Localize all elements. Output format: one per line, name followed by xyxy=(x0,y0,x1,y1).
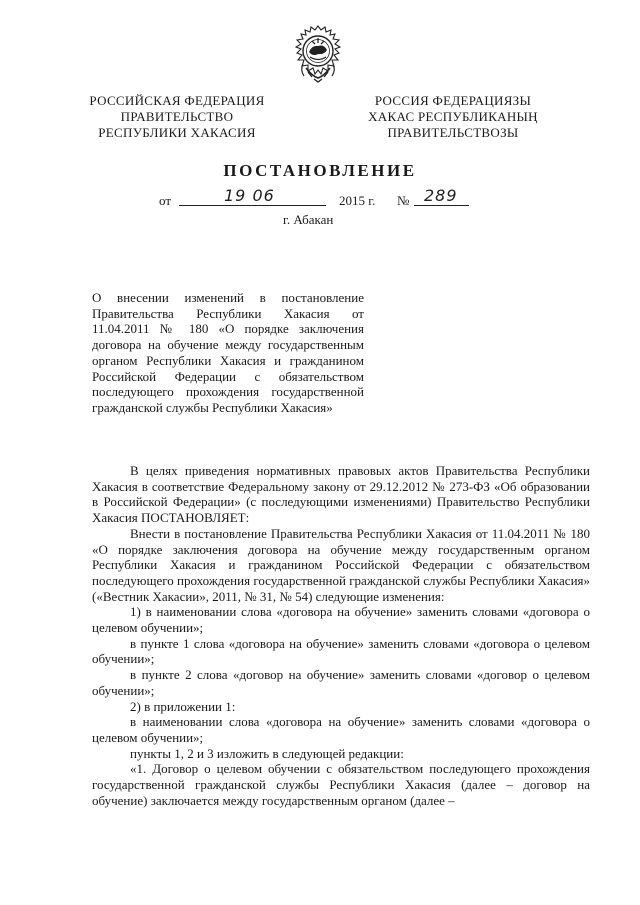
body-paragraph: «1. Договор о целевом обучении с обязательством последующего прохождения государственной гражданской службы Республики Хакасия (далее – договор на обучение) заключается между государственным органом (далее – xyxy=(92,761,590,808)
number-handwritten: 289 xyxy=(424,186,458,205)
body-paragraph: Внести в постановление Правительства Республики Хакасия от 11.04.2011 № 180 «О порядке заключения договора на обучение между государственным органом Республики Хакасия и гражданином Российской Федерации с обязательством последующего прохождения государственной гражданской службы Республики Хакасия» («Вестник Хакасии», 2011, № 31, № 54) следующие изменения: xyxy=(92,525,590,604)
date-handwritten: 19 06 xyxy=(224,186,275,205)
body-paragraph: 2) в приложении 1: xyxy=(130,698,236,714)
body-paragraph: пункты 1, 2 и 3 изложить в следующей редакции: xyxy=(130,745,404,761)
body-paragraph: в пункте 1 слова «договора на обучение» заменить словами «договора о целевом обучении»; xyxy=(92,635,590,667)
header-left-line: РЕСПУБЛИКИ ХАКАСИЯ xyxy=(98,125,256,140)
body-text xyxy=(92,463,590,808)
header-left-block xyxy=(86,93,268,141)
number-label: № xyxy=(397,193,410,208)
date-underline xyxy=(179,205,326,206)
body-paragraph: в пункте 2 слова «договор на обучение» заменить словами «договор о целевом обучении»; xyxy=(92,667,590,698)
body-paragraph: в наименовании слова «договора на обучение» заменить словами «договора о целевом обучении»; xyxy=(92,714,590,745)
document-title: ПОСТАНОВЛЕНИЕ xyxy=(223,161,417,180)
header-left-line: РОССИЙСКАЯ ФЕДЕРАЦИЯ xyxy=(89,93,265,108)
header-right-line: ХАКАС РЕСПУБЛИКАНЫҢ xyxy=(368,109,538,124)
header-right-block xyxy=(360,93,546,141)
body-paragraph: В целях приведения нормативных правовых актов Правительства Республики Хакасия в соответствие Федеральному закону от 29.12.2012 № 273-ФЗ «Об образовании в Российской Федерации» (с последующими изменениями) Правительство Республики Хакасия ПОСТАНОВЛЯЕТ: xyxy=(92,463,590,526)
subject-block xyxy=(92,290,364,416)
subject-text: О внесении изменений в постановление Правительства Республики Хакасия от 11.04.2011 № 180 «О порядке заключения договора на обучение между государственным органом Республики Хакасия и гражданином Российской Федерации с обязательством последующего прохождения государственной гражданской службы Республики Хакасия» xyxy=(92,290,364,415)
header-right-line: ПРАВИТЕЛЬСТВОЗЫ xyxy=(387,125,519,140)
header-left-line: ПРАВИТЕЛЬСТВО xyxy=(120,109,234,124)
city-label: г. Абакан xyxy=(283,212,334,227)
year-label: 2015 г. xyxy=(339,193,376,208)
date-from-label: от xyxy=(159,193,172,208)
header-right-line: РОССИЯ ФЕДЕРАЦИЯЗЫ xyxy=(374,93,532,108)
body-paragraph: 1) в наименовании слова «договора на обучение» заменить словами «договора о целевом обучении»; xyxy=(92,604,590,636)
coat-of-arms-emblem xyxy=(288,24,348,86)
number-underline xyxy=(414,205,469,206)
